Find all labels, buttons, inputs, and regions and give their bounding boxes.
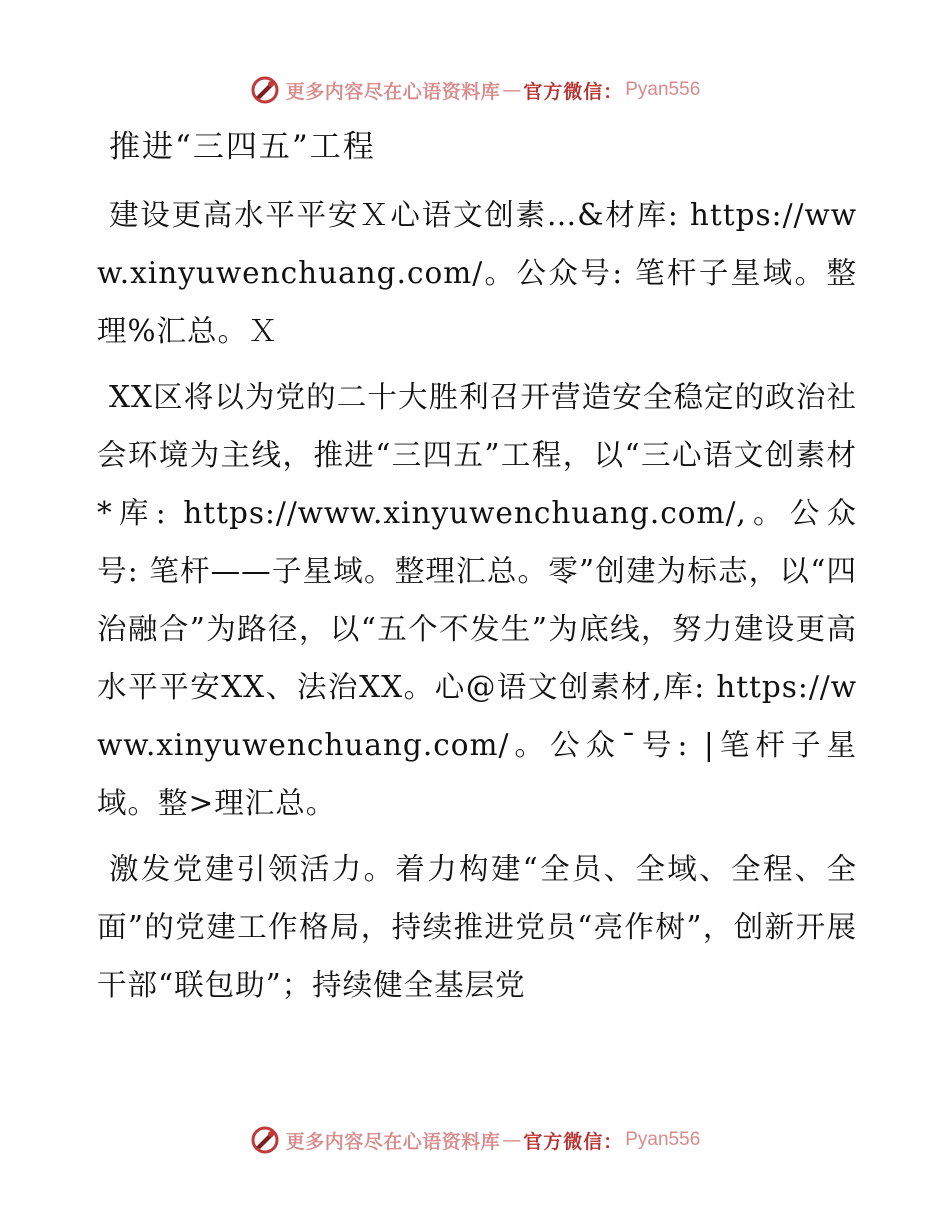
xinyu-logo-icon — [250, 75, 280, 105]
paragraph-1: 建设更高水平平安Ｘ心语文创素…&材库: https://www.xinyuwenchuang.com/。公众号: 笔杆子星域。整理%汇总。Ｘ — [97, 198, 857, 348]
banner-text: 更多内容尽在心语资料库 — [285, 1130, 501, 1153]
banner-separator: — — [502, 79, 522, 101]
paragraph-2: XX区将以为党的二十大胜利召开营造安全稳定的政治社会环境为主线，推进“三四五”工程，以“三心语文创素材*库: https://www.xinyuwenchuang.com/,。公众号: 笔杆——子星域。整理汇总。零”创建为标志，以“四治融合”为路径，以“五个不发生”为底线，努力建设更高水平平安XX、法治XX。心@语文创素材,库: https://www.xinyuwenchuang.com/。公众¯号: |笔杆子星域。整>理汇总。 — [97, 380, 857, 820]
xinyu-logo-icon — [250, 1125, 280, 1155]
banner-wechat-label: 官方微信： — [523, 1130, 624, 1153]
footer-watermark-banner — [0, 1120, 950, 1160]
header-watermark-banner — [0, 70, 950, 110]
banner-wechat-id: Pyan556 — [625, 1129, 701, 1150]
document-title: 推进“三四五”工程 — [109, 129, 376, 165]
document-body — [97, 118, 857, 1022]
paragraph-3: 激发党建引领活力。着力构建“全员、全域、全程、全面”的党建工作格局，持续推进党员“亮作树”，创新开展干部“联包助”；持续健全基层党 — [97, 852, 857, 1002]
banner-text: 更多内容尽在心语资料库 — [285, 80, 501, 103]
banner-wechat-id: Pyan556 — [625, 79, 701, 100]
banner-wechat-label: 官方微信： — [523, 80, 624, 103]
banner-separator: — — [502, 1129, 522, 1151]
